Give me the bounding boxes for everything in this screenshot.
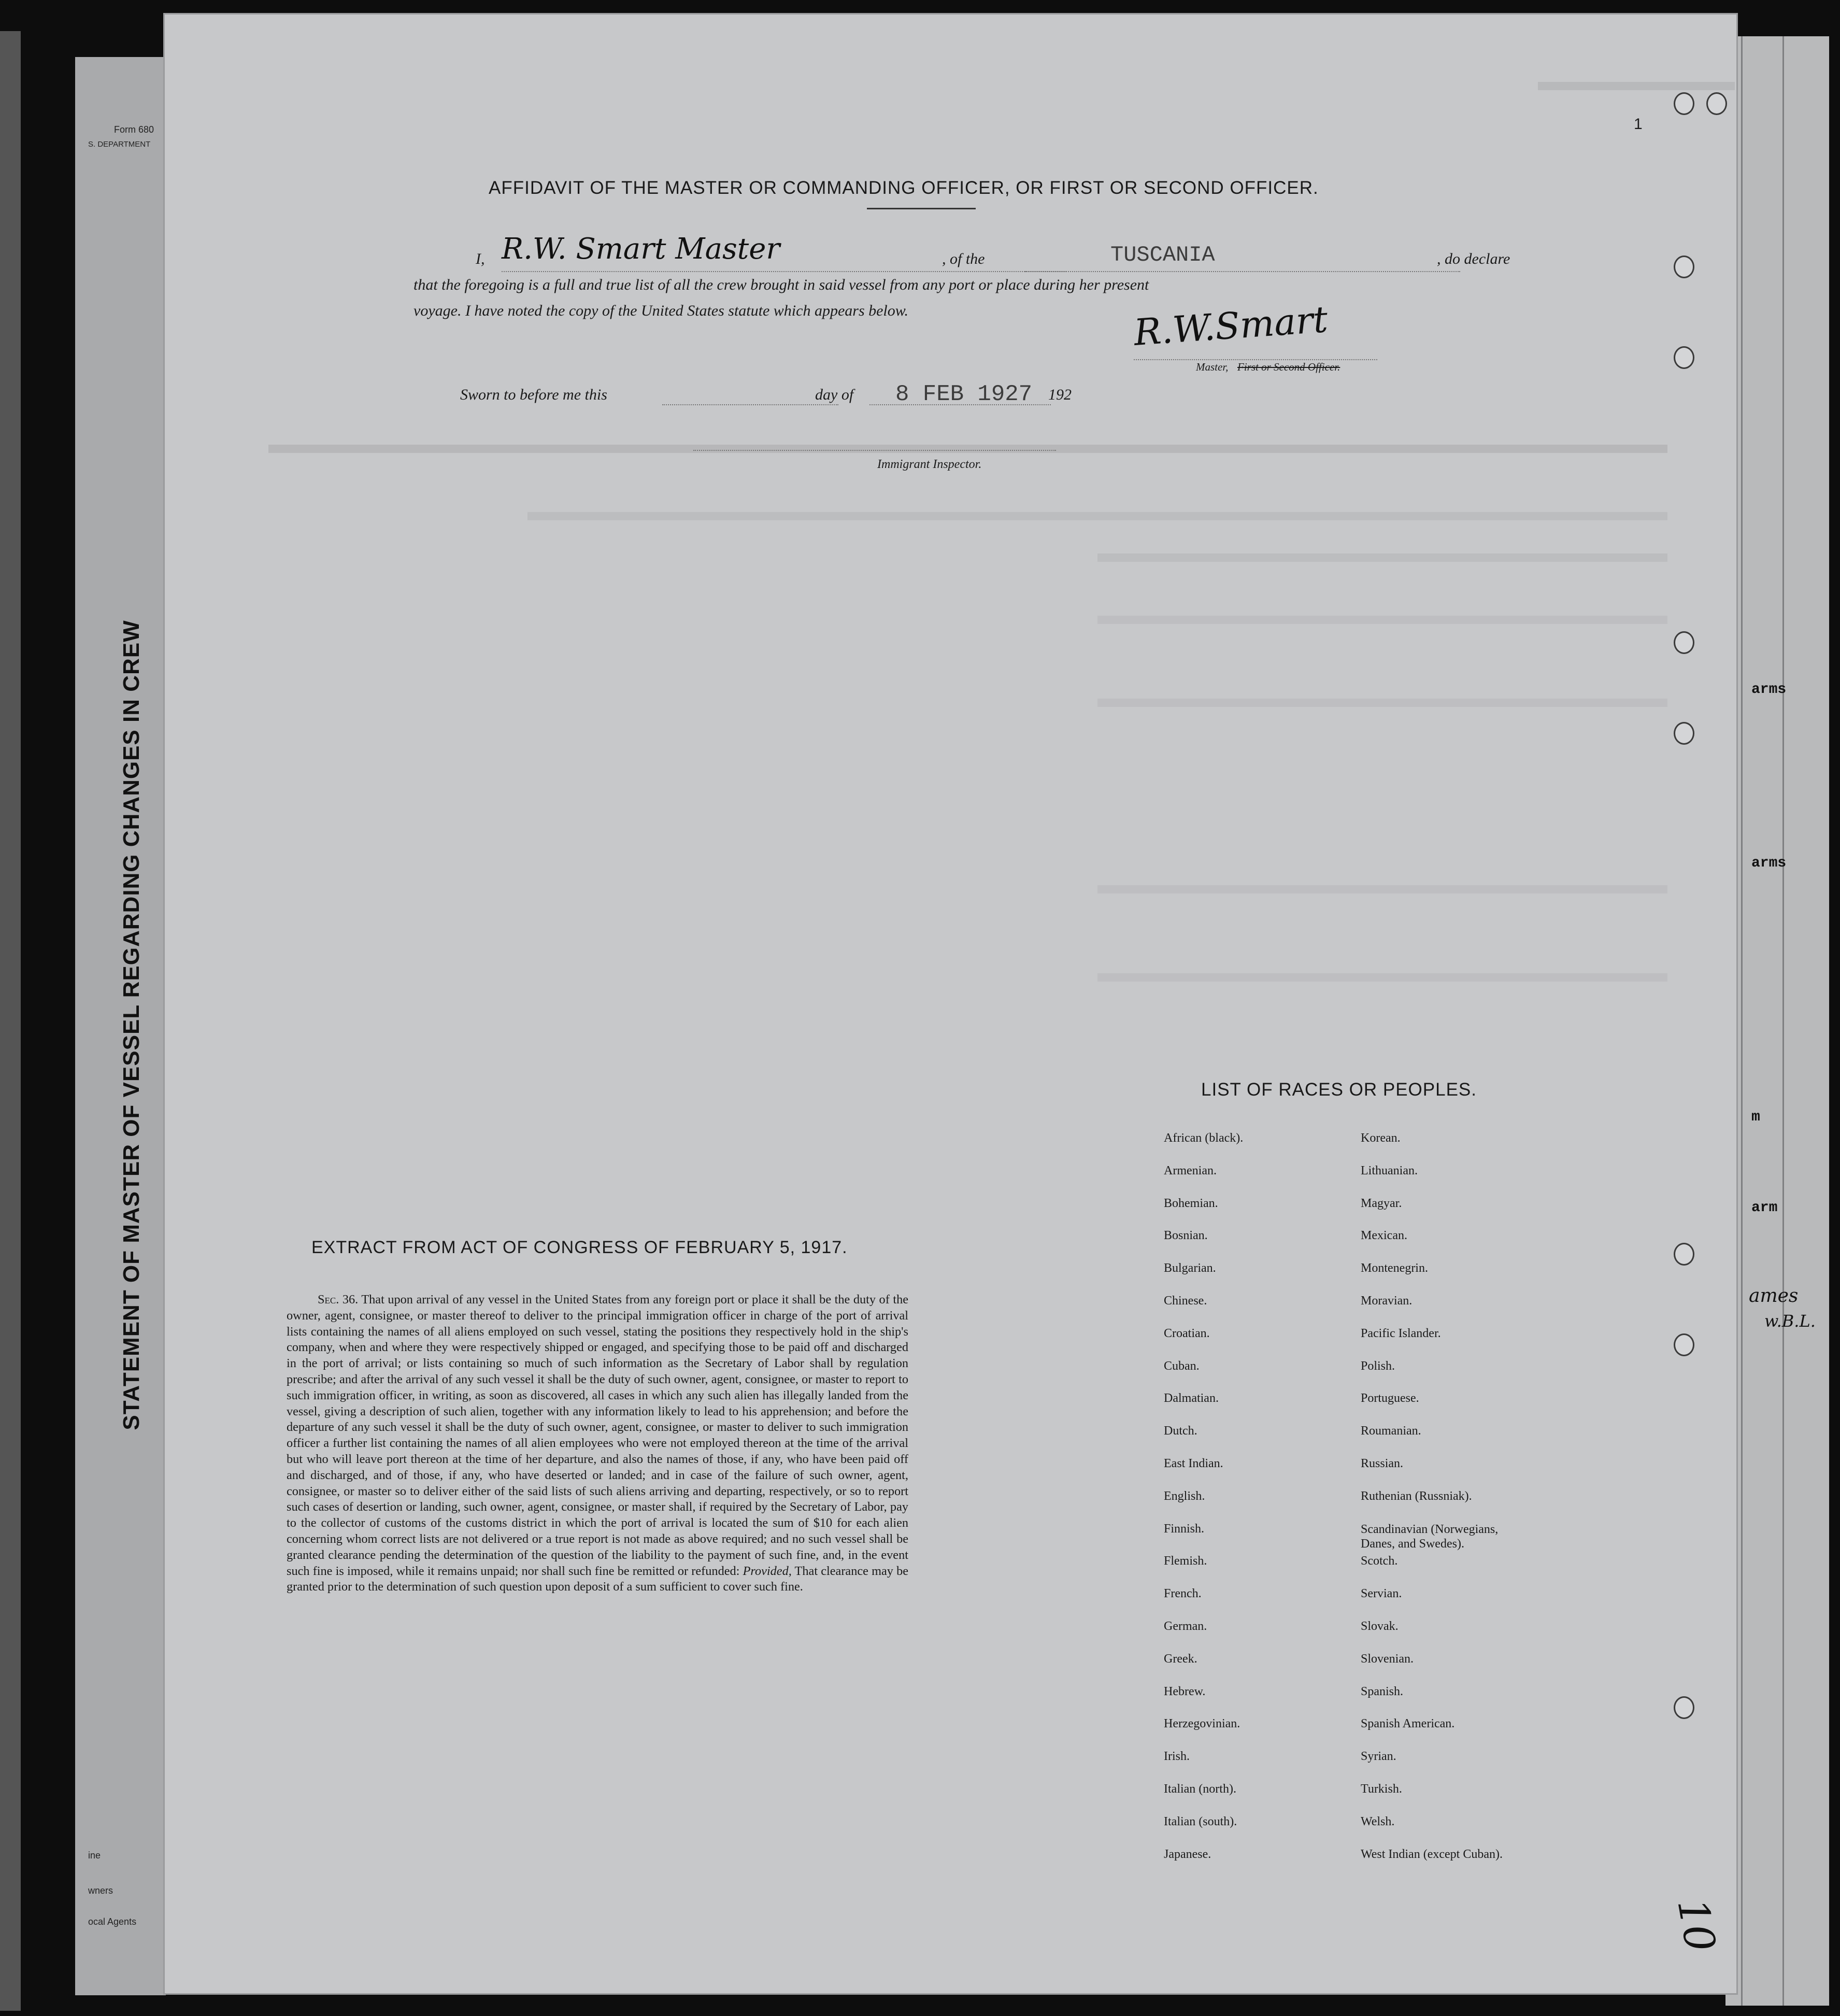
section-label: Sec. 36.	[318, 1293, 359, 1307]
extract-title: EXTRACT FROM ACT OF CONGRESS OF FEBRUARY 5, 1917.	[311, 1238, 848, 1257]
right-margin-word: m	[1751, 1109, 1760, 1125]
race-item: Ruthenian (Russniak).	[1361, 1489, 1472, 1503]
punch-hole	[1674, 92, 1694, 115]
race-item: Moravian.	[1361, 1294, 1413, 1308]
extract-text-end: That clearance may be granted prior to the determination of such question upon deposit of a sum sufficient to cover such fine.	[287, 1564, 909, 1594]
punch-hole	[1674, 631, 1694, 654]
spine-label-line: ine	[88, 1850, 101, 1861]
declaration-line-2: that the foregoing is a full and true list of all the crew brought in said vessel from any port or place during her present	[413, 276, 1149, 293]
day-of-text: day of	[815, 386, 854, 403]
race-item: Scandinavian (Norwegians, Danes, and Swedes).	[1361, 1522, 1499, 1551]
race-item: Japanese.	[1164, 1847, 1211, 1861]
punch-hole	[1674, 722, 1694, 745]
punch-hole	[1674, 1333, 1694, 1356]
race-item: Chinese.	[1164, 1294, 1207, 1308]
name-field-line	[502, 271, 1066, 272]
race-item: Scotch.	[1361, 1554, 1398, 1568]
race-item: Welsh.	[1361, 1814, 1395, 1828]
extract-body	[287, 1292, 908, 1595]
race-item: Irish.	[1164, 1750, 1190, 1764]
year-suffix: 192	[1048, 386, 1072, 403]
spine-label-agents: ocal Agents	[88, 1916, 137, 1927]
punch-hole	[1674, 346, 1694, 369]
race-item: Flemish.	[1164, 1554, 1207, 1568]
race-item: Dalmatian.	[1164, 1392, 1219, 1405]
race-item: Montenegrin.	[1361, 1261, 1428, 1275]
race-item: Italian (north).	[1164, 1782, 1236, 1796]
race-item: German.	[1164, 1620, 1207, 1633]
document-page	[165, 15, 1736, 1993]
race-item: Croatian.	[1164, 1326, 1210, 1340]
punch-hole	[1706, 92, 1727, 115]
page-number-handwritten: 10	[1668, 1895, 1725, 1955]
provided-label: Provided,	[743, 1564, 792, 1578]
race-item: Polish.	[1361, 1359, 1395, 1373]
right-margin-word: arm	[1751, 1200, 1778, 1216]
affidavit-title: AFFIDAVIT OF THE MASTER OR COMMANDING OFFICER, OR FIRST OR SECOND OFFICER.	[489, 178, 1319, 198]
race-item: Slovak.	[1361, 1620, 1399, 1633]
sworn-day-line	[662, 404, 838, 405]
race-item: Pacific Islander.	[1361, 1326, 1441, 1340]
right-margin-handwriting: ames	[1749, 1285, 1799, 1307]
form-label: Form 680	[114, 124, 154, 135]
department-label: S. DEPARTMENT	[88, 140, 151, 149]
race-item: Greek.	[1164, 1652, 1197, 1666]
title-rule	[867, 208, 976, 209]
underlying-right-pages	[1725, 36, 1829, 2006]
signature-caption-master: Master,	[1196, 361, 1229, 373]
master-signature: R.W.Smart	[1132, 298, 1329, 354]
spine-label-owners: wners	[88, 1885, 113, 1896]
race-item: Hebrew.	[1164, 1684, 1206, 1698]
race-item: English.	[1164, 1489, 1205, 1503]
race-item: Spanish American.	[1361, 1717, 1455, 1731]
inspector-signature-line	[693, 450, 1056, 451]
race-item: Magyar.	[1361, 1196, 1402, 1210]
race-item: Spanish.	[1361, 1684, 1404, 1698]
date-line	[869, 404, 1051, 405]
punch-hole	[1674, 255, 1694, 278]
underlying-page-edge	[0, 31, 21, 2011]
race-item: Servian.	[1361, 1587, 1402, 1601]
race-item: Herzegovinian.	[1164, 1717, 1240, 1731]
race-item: Turkish.	[1361, 1782, 1402, 1796]
race-item: Armenian.	[1164, 1163, 1217, 1177]
race-item: East Indian.	[1164, 1457, 1223, 1470]
master-name-handwritten: R.W. Smart Master	[502, 232, 780, 266]
race-item: Russian.	[1361, 1457, 1404, 1470]
punch-hole	[1674, 1243, 1694, 1266]
race-item: Mexican.	[1361, 1229, 1407, 1243]
spine-panel	[83, 57, 161, 1975]
race-item: Bulgarian.	[1164, 1261, 1216, 1275]
declaration-prefix: I,	[476, 250, 485, 267]
spine-title: STATEMENT OF MASTER OF VESSEL REGARDING CHANGES IN CREW	[119, 620, 144, 1430]
declaration-line-3: voyage. I have noted the copy of the United States statute which appears below.	[413, 302, 909, 319]
race-item: Slovenian.	[1361, 1652, 1414, 1666]
race-item: Cuban.	[1164, 1359, 1200, 1373]
race-item: Syrian.	[1361, 1750, 1396, 1764]
date-stamp: 8 FEB 1927	[895, 381, 1033, 407]
do-declare-text: , do declare	[1437, 250, 1510, 267]
race-item: Lithuanian.	[1361, 1163, 1418, 1177]
extract-text: That upon arrival of any vessel in the United States from any foreign port or place it shall be the duty of the owner, agent, consignee, or master thereof to deliver to the principal immigration officer in charge of the port of arrival lists containing the names of all aliens employed on such vessel, stating the positions they respectively hold in the ship's company, when and where they were respectively shipped or engaged, and specifying those to be paid off and discharged in the port of arrival; or lists containing so much of such information as the Secretary of Labor shall by regulation prescribe; and after the arrival of any such vessel it shall be the duty of such owner, agent, consignee, or master to report to such immigration officer, in writing, as soon as discovered, all cases in which any such alien has illegally landed from the vessel, giving a description of such alien, together with any information likely to lead to his apprehension; and before the departure of any such vessel it shall be the duty of such owner, agent, consignee, or master to deliver to such immigration officer a further list containing the names of all alien employees who were not employed thereon at the time of the arrival but who will leave port thereon at the time of her departure, and also the names of those, if any, who have been paid off and discharged, and of those, if any, who have deserted or landed; and in case of the failure of such owner, agent, consignee, or master so to deliver either of the said lists of such aliens arriving and departing, respectively, or so to report such cases of desertion or landing, such owner, agent, consignee, or master shall, if required by the Secretary of Labor, pay to the collector of customs of the customs district in which the port of arrival is located the sum of $10 for each alien concerning whom correct lists are not delivered or a true report is not made as above required; and no such vessel shall be granted clearance pending the determination of the question of the liability to the payment of such fine, and, in the event such fine is imposed, while it remains unpaid; nor shall such fine be remitted or refunded:	[287, 1293, 909, 1578]
signature-caption-struck: First or Second Officer.	[1237, 361, 1340, 373]
race-item: French.	[1164, 1587, 1202, 1601]
race-item: Korean.	[1361, 1131, 1401, 1145]
vessel-name-stamp: TUSCANIA	[1110, 243, 1215, 267]
race-item: African (black).	[1164, 1131, 1244, 1145]
race-item: West Indian (except Cuban).	[1361, 1847, 1503, 1861]
right-margin-word: arms	[1751, 682, 1787, 698]
right-margin-handwriting: w.B.L.	[1764, 1311, 1816, 1331]
race-item: Dutch.	[1164, 1424, 1197, 1438]
punch-hole	[1674, 1696, 1694, 1719]
corner-mark: 1	[1634, 116, 1643, 133]
race-item: Portuguese.	[1361, 1392, 1419, 1405]
inspector-caption: Immigrant Inspector.	[877, 458, 982, 471]
right-margin-word: arms	[1751, 855, 1787, 871]
race-item: Bohemian.	[1164, 1196, 1218, 1210]
of-the-text: , of the	[942, 250, 985, 267]
race-item: Italian (south).	[1164, 1814, 1237, 1828]
signature-line	[1134, 359, 1377, 360]
race-item: Bosnian.	[1164, 1229, 1208, 1243]
vessel-field-line	[1025, 271, 1460, 272]
race-item: Finnish.	[1164, 1522, 1205, 1536]
races-title: LIST OF RACES OR PEOPLES.	[1201, 1080, 1477, 1100]
race-item: Roumanian.	[1361, 1424, 1421, 1438]
sworn-prefix: Sworn to before me this	[460, 386, 607, 403]
